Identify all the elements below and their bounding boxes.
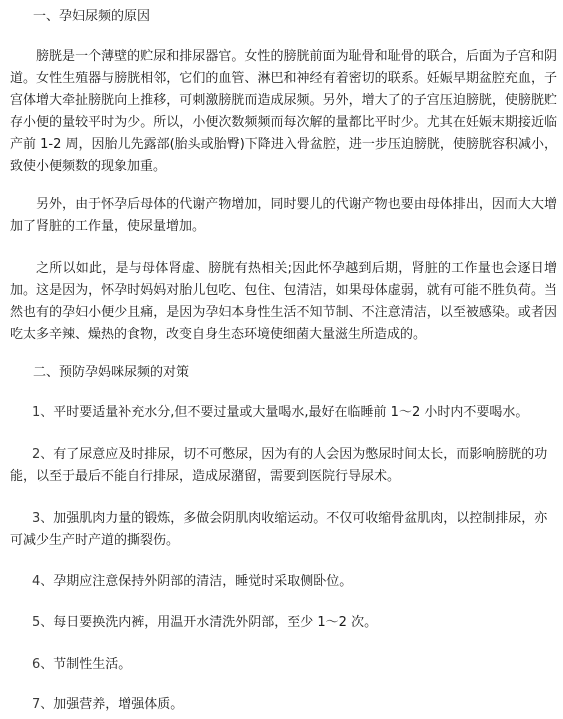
list-item-text: 每日要换洗内裤，用温开水清洗外阴部，至少 1～2 次。 (53, 615, 378, 630)
list-item-text: 节制性生活。 (53, 657, 132, 672)
list-item (10, 612, 557, 634)
section-heading-causes: 一、孕妇尿频的原因 (33, 9, 151, 24)
paragraph-metabolism: 另外，由于怀孕后母体的代谢产物增加，同时婴儿的代谢产物也要由母体排出，因而大大增加了肾脏的工作量，使尿量增加。 (10, 197, 557, 234)
list-item-text: 孕期应注意保持外阴部的清洁，睡觉时采取侧卧位。 (53, 574, 353, 589)
list-item-text: 有了尿意应及时排尿，切不可憋尿，因为有的人会因为憋尿时间太长，而影响膀胱的功能，以至于最后不能自行排尿，造成尿潴留，需要到医院行导尿术。 (10, 447, 548, 484)
list-item (10, 694, 557, 716)
list-item-number: 2、 (32, 447, 54, 462)
list-item-number: 5、 (32, 615, 54, 630)
list-item (10, 654, 557, 676)
list-item-number: 4、 (32, 574, 54, 589)
list-item (10, 571, 557, 593)
list-item (10, 508, 557, 552)
paragraph-kidney: 之所以如此，是与母体肾虚、膀胱有热相关;因此怀孕越到后期，肾脏的工作量也会逐日增加。这是因为，怀孕时妈妈对胎儿包吃、包住、包清洁，如果母体虚弱，就有可能不胜负荷。当然也有的孕妇小便少且痛，是因为孕妇本身性生活不知节制、不注意清洁，以至被感染。或者因吃太多辛辣、燥热的食物，改变自身生态环境使细菌大量滋生所造成的。 (10, 261, 557, 342)
paragraph-bladder: 膀胱是一个薄壁的贮尿和排尿器官。女性的膀胱前面为耻骨和耻骨的联合，后面为子宫和阴道。女性生殖器与膀胱相邻，它们的血管、淋巴和神经有着密切的联系。妊娠早期盆腔充血，子宫体增大牵扯膀胱向上推移，可刺激膀胱而造成尿频。另外，增大了的子宫压迫膀胱，使膀胱贮存小便的量较平时为少。所以，小便次数频频而每次解的量都比平时少。尤其在妊娠末期接近临产前 1-2 周，因胎儿先露部(胎头或胎臀)下降进入骨盆腔，进一步压迫膀胱，使膀胱容积减小，致使小便频数的现象加重。 (10, 49, 557, 174)
list-item-text: 加强肌肉力量的锻炼，多做会阴肌肉收缩运动。不仅可收缩骨盆肌肉，以控制排尿，亦可减少生产时产道的撕裂伤。 (10, 511, 548, 548)
section-heading-prevention: 二、预防孕妈咪尿频的对策 (33, 365, 190, 380)
list-item-number: 3、 (32, 511, 54, 526)
list-item (10, 402, 557, 424)
list-item-number: 7、 (32, 697, 54, 712)
list-item-text: 平时要适量补充水分,但不要过量或大量喝水,最好在临睡前 1～2 小时内不要喝水。 (53, 405, 529, 420)
list-item (10, 444, 557, 488)
list-item-text: 加强营养，增强体质。 (53, 697, 184, 712)
list-item-number: 1、 (32, 405, 54, 420)
list-item-number: 6、 (32, 657, 54, 672)
